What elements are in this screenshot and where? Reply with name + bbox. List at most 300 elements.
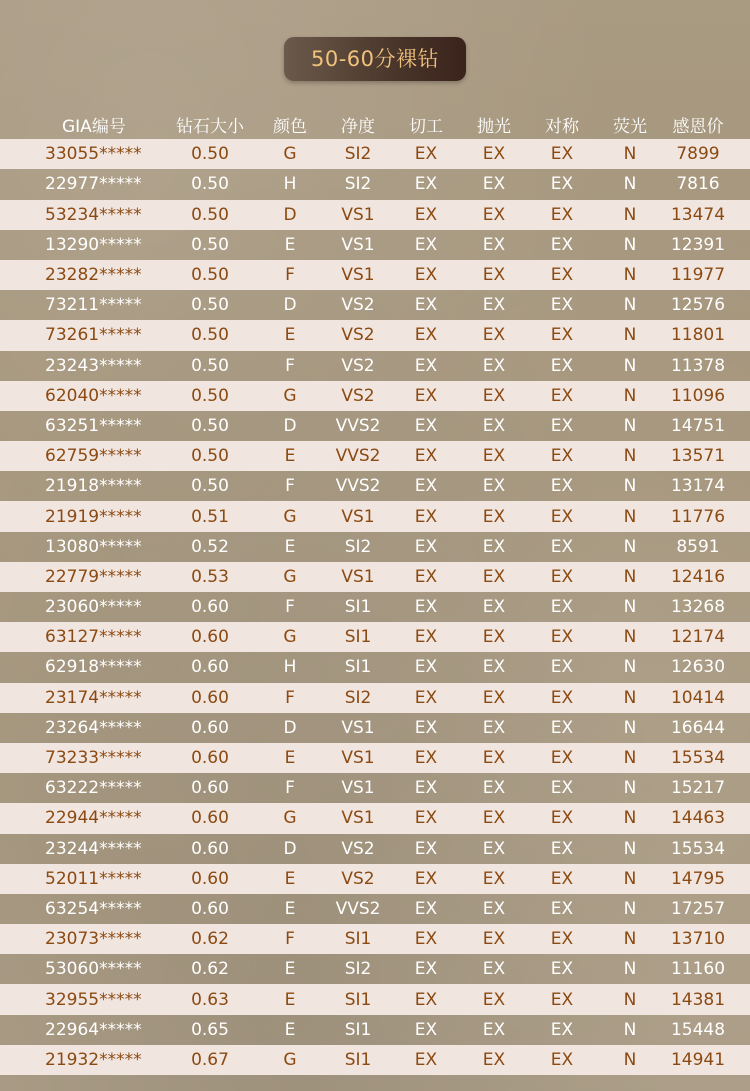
- table-cell: 0.50: [191, 265, 229, 286]
- table-cell: 0.50: [191, 446, 229, 467]
- table-cell: EX: [550, 657, 574, 678]
- table-cell: N: [623, 868, 637, 889]
- table-cell: 0.62: [191, 959, 229, 980]
- table-cell: 63222*****: [45, 778, 142, 799]
- column-header: 荧光: [613, 116, 647, 137]
- table-cell: H: [283, 174, 297, 195]
- table-cell: EX: [550, 929, 574, 950]
- table-row: [0, 532, 750, 562]
- column-header: 感恩价: [672, 116, 724, 137]
- table-cell: EX: [414, 1049, 438, 1070]
- table-cell: 0.50: [191, 295, 229, 316]
- table-cell: 21932*****: [45, 1049, 142, 1070]
- table-cell: EX: [482, 446, 506, 467]
- table-cell: EX: [550, 415, 574, 436]
- table-cell: SI1: [344, 627, 372, 648]
- table-cell: F: [285, 778, 295, 799]
- table-cell: EX: [414, 566, 438, 587]
- table-cell: EX: [482, 325, 506, 346]
- diamond-table: [0, 109, 750, 1075]
- table-cell: EX: [482, 536, 506, 557]
- table-cell: 22779*****: [45, 566, 142, 587]
- table-cell: VS2: [341, 295, 375, 316]
- table-row: [0, 471, 750, 501]
- table-cell: D: [283, 295, 297, 316]
- table-cell: N: [623, 597, 637, 618]
- table-cell: 21918*****: [45, 476, 142, 497]
- table-cell: EX: [414, 295, 438, 316]
- table-row: [0, 652, 750, 682]
- table-cell: EX: [550, 838, 574, 859]
- table-cell: EX: [550, 566, 574, 587]
- column-header: GIA编号: [62, 116, 126, 137]
- table-cell: EX: [414, 385, 438, 406]
- table-cell: F: [285, 355, 295, 376]
- table-row: [0, 924, 750, 954]
- column-header: 净度: [341, 116, 375, 137]
- table-cell: EX: [550, 355, 574, 376]
- table-cell: N: [623, 627, 637, 648]
- table-cell: N: [623, 174, 637, 195]
- table-cell: EX: [414, 1019, 438, 1040]
- table-cell: G: [283, 506, 297, 527]
- table-cell: EX: [482, 838, 506, 859]
- table-cell: EX: [482, 808, 506, 829]
- table-cell: EX: [550, 748, 574, 769]
- table-cell: EX: [414, 959, 438, 980]
- table-cell: G: [283, 566, 297, 587]
- table-cell: 0.50: [191, 355, 229, 376]
- column-header: 钻石大小: [176, 116, 244, 137]
- table-cell: EX: [414, 898, 438, 919]
- title-area: [0, 37, 750, 81]
- table-cell: 14751: [670, 415, 726, 436]
- table-cell: SI1: [344, 657, 372, 678]
- table-cell: 73233*****: [45, 748, 142, 769]
- table-cell: VS2: [341, 838, 375, 859]
- table-cell: D: [283, 415, 297, 436]
- table-cell: E: [284, 868, 296, 889]
- table-cell: 21919*****: [45, 506, 142, 527]
- column-header: 对称: [545, 116, 579, 137]
- table-cell: EX: [550, 778, 574, 799]
- table-row: [0, 290, 750, 320]
- table-cell: N: [623, 778, 637, 799]
- table-cell: 0.60: [191, 778, 229, 799]
- table-cell: 11776: [670, 506, 726, 527]
- table-cell: EX: [414, 446, 438, 467]
- table-cell: E: [284, 234, 296, 255]
- table-cell: 11160: [670, 959, 726, 980]
- table-cell: SI2: [344, 174, 372, 195]
- table-cell: E: [284, 536, 296, 557]
- table-cell: 62040*****: [45, 385, 142, 406]
- table-cell: VS1: [341, 717, 375, 738]
- table-cell: E: [284, 1019, 296, 1040]
- table-cell: N: [623, 204, 637, 225]
- table-cell: SI2: [344, 144, 372, 165]
- table-cell: EX: [482, 687, 506, 708]
- table-cell: EX: [550, 717, 574, 738]
- table-cell: EX: [414, 174, 438, 195]
- table-row: [0, 230, 750, 260]
- table-cell: 0.60: [191, 838, 229, 859]
- table-cell: 11977: [670, 265, 726, 286]
- table-cell: EX: [550, 597, 574, 618]
- table-row: [0, 411, 750, 441]
- table-cell: F: [285, 476, 295, 497]
- table-cell: 0.60: [191, 808, 229, 829]
- table-cell: F: [285, 265, 295, 286]
- table-cell: 14381: [670, 989, 726, 1010]
- table-cell: 15534: [670, 748, 726, 769]
- table-cell: 23174*****: [45, 687, 142, 708]
- table-row: [0, 169, 750, 199]
- table-cell: N: [623, 446, 637, 467]
- table-cell: EX: [482, 174, 506, 195]
- table-cell: N: [623, 415, 637, 436]
- table-cell: EX: [414, 627, 438, 648]
- table-cell: 63127*****: [45, 627, 142, 648]
- table-cell: 14463: [670, 808, 726, 829]
- table-cell: 63254*****: [45, 898, 142, 919]
- table-cell: 13080*****: [45, 536, 142, 557]
- table-cell: N: [623, 385, 637, 406]
- table-row: [0, 954, 750, 984]
- table-cell: 13710: [670, 929, 726, 950]
- table-cell: 23282*****: [45, 265, 142, 286]
- table-cell: EX: [482, 748, 506, 769]
- table-row: [0, 773, 750, 803]
- table-cell: N: [623, 265, 637, 286]
- column-header: 抛光: [477, 116, 511, 137]
- table-cell: 23244*****: [45, 838, 142, 859]
- table-cell: 11096: [670, 385, 726, 406]
- table-cell: EX: [482, 959, 506, 980]
- table-cell: EX: [550, 959, 574, 980]
- table-cell: EX: [550, 898, 574, 919]
- table-cell: 12174: [670, 627, 726, 648]
- table-cell: 0.62: [191, 929, 229, 950]
- table-cell: 23060*****: [45, 597, 142, 618]
- table-cell: EX: [414, 265, 438, 286]
- table-row: [0, 200, 750, 230]
- table-cell: 0.50: [191, 385, 229, 406]
- table-cell: EX: [414, 717, 438, 738]
- table-cell: N: [623, 898, 637, 919]
- table-cell: VS1: [341, 778, 375, 799]
- table-cell: EX: [414, 234, 438, 255]
- table-cell: EX: [550, 808, 574, 829]
- table-cell: EX: [414, 355, 438, 376]
- table-cell: EX: [482, 385, 506, 406]
- table-cell: EX: [550, 204, 574, 225]
- table-cell: N: [623, 959, 637, 980]
- table-cell: 33055*****: [45, 144, 142, 165]
- table-cell: N: [623, 687, 637, 708]
- table-cell: EX: [550, 536, 574, 557]
- table-cell: EX: [482, 1019, 506, 1040]
- table-cell: EX: [550, 1019, 574, 1040]
- table-cell: EX: [550, 385, 574, 406]
- table-cell: EX: [414, 506, 438, 527]
- table-cell: EX: [550, 144, 574, 165]
- table-cell: 0.50: [191, 415, 229, 436]
- table-cell: 0.67: [191, 1049, 229, 1070]
- table-cell: SI2: [344, 536, 372, 557]
- table-cell: 13268: [670, 597, 726, 618]
- table-cell: E: [284, 748, 296, 769]
- table-cell: 15534: [670, 838, 726, 859]
- table-cell: 53234*****: [45, 204, 142, 225]
- table-cell: 62759*****: [45, 446, 142, 467]
- table-cell: EX: [482, 234, 506, 255]
- table-cell: 11378: [670, 355, 726, 376]
- table-cell: VS1: [341, 808, 375, 829]
- table-cell: 0.52: [191, 536, 229, 557]
- table-cell: 62918*****: [45, 657, 142, 678]
- table-cell: EX: [414, 748, 438, 769]
- table-cell: VS1: [341, 234, 375, 255]
- table-cell: EX: [550, 627, 574, 648]
- table-row: [0, 713, 750, 743]
- table-cell: VS1: [341, 265, 375, 286]
- table-cell: 53060*****: [45, 959, 142, 980]
- table-cell: VVS2: [335, 476, 381, 497]
- table-cell: EX: [414, 657, 438, 678]
- table-cell: EX: [414, 204, 438, 225]
- table-cell: N: [623, 506, 637, 527]
- table-cell: EX: [550, 446, 574, 467]
- table-cell: E: [284, 959, 296, 980]
- table-cell: E: [284, 325, 296, 346]
- table-cell: EX: [482, 657, 506, 678]
- table-cell: EX: [482, 355, 506, 376]
- table-cell: EX: [482, 506, 506, 527]
- table-cell: 32955*****: [45, 989, 142, 1010]
- table-cell: SI2: [344, 959, 372, 980]
- table-cell: 0.60: [191, 868, 229, 889]
- table-cell: G: [283, 808, 297, 829]
- table-cell: SI1: [344, 1019, 372, 1040]
- table-cell: VS1: [341, 566, 375, 587]
- table-cell: EX: [482, 778, 506, 799]
- table-cell: EX: [550, 295, 574, 316]
- table-cell: EX: [550, 325, 574, 346]
- table-cell: EX: [414, 325, 438, 346]
- table-cell: 11801: [670, 325, 726, 346]
- table-cell: SI2: [344, 687, 372, 708]
- table-cell: E: [284, 898, 296, 919]
- column-header: 切工: [409, 116, 443, 137]
- table-cell: N: [623, 355, 637, 376]
- table-row: [0, 441, 750, 471]
- table-cell: E: [284, 446, 296, 467]
- table-cell: EX: [550, 868, 574, 889]
- table-cell: 22944*****: [45, 808, 142, 829]
- table-cell: 13571: [670, 446, 726, 467]
- table-cell: 23243*****: [45, 355, 142, 376]
- table-cell: 12576: [670, 295, 726, 316]
- table-cell: EX: [414, 868, 438, 889]
- table-cell: 7816: [676, 174, 720, 195]
- table-cell: 23264*****: [45, 717, 142, 738]
- table-cell: EX: [550, 234, 574, 255]
- table-cell: N: [623, 1019, 637, 1040]
- table-cell: EX: [414, 476, 438, 497]
- table-row: [0, 984, 750, 1014]
- table-cell: 63251*****: [45, 415, 142, 436]
- table-cell: SI1: [344, 989, 372, 1010]
- table-cell: 0.50: [191, 144, 229, 165]
- table-cell: 0.50: [191, 204, 229, 225]
- table-cell: SI1: [344, 597, 372, 618]
- table-cell: VS2: [341, 868, 375, 889]
- table-row: [0, 622, 750, 652]
- table-cell: 73261*****: [45, 325, 142, 346]
- table-cell: N: [623, 717, 637, 738]
- table-cell: EX: [414, 808, 438, 829]
- table-cell: SI1: [344, 929, 372, 950]
- table-cell: VS1: [341, 204, 375, 225]
- table-row: [0, 592, 750, 622]
- table-cell: VVS2: [335, 415, 381, 436]
- page-title: 50-60分裸钻: [284, 37, 466, 81]
- table-cell: EX: [414, 929, 438, 950]
- table-cell: EX: [550, 989, 574, 1010]
- table-cell: EX: [482, 929, 506, 950]
- table-cell: EX: [414, 144, 438, 165]
- table-cell: EX: [414, 838, 438, 859]
- table-cell: 22964*****: [45, 1019, 142, 1040]
- table-cell: EX: [414, 597, 438, 618]
- table-cell: G: [283, 385, 297, 406]
- table-cell: EX: [550, 174, 574, 195]
- table-cell: EX: [482, 415, 506, 436]
- table-cell: N: [623, 566, 637, 587]
- table-cell: 0.63: [191, 989, 229, 1010]
- table-cell: G: [283, 144, 297, 165]
- column-header: 颜色: [273, 116, 307, 137]
- table-row: [0, 864, 750, 894]
- table-cell: 0.60: [191, 627, 229, 648]
- table-cell: E: [284, 989, 296, 1010]
- table-cell: N: [623, 295, 637, 316]
- table-cell: 12391: [670, 234, 726, 255]
- table-cell: EX: [550, 265, 574, 286]
- table-cell: 0.50: [191, 174, 229, 195]
- table-cell: EX: [414, 778, 438, 799]
- table-row: [0, 1015, 750, 1045]
- table-row: [0, 320, 750, 350]
- table-cell: EX: [482, 295, 506, 316]
- table-cell: 13474: [670, 204, 726, 225]
- table-cell: N: [623, 657, 637, 678]
- table-cell: 0.60: [191, 687, 229, 708]
- table-cell: EX: [482, 265, 506, 286]
- table-cell: EX: [482, 144, 506, 165]
- table-cell: EX: [414, 415, 438, 436]
- table-cell: VS2: [341, 355, 375, 376]
- table-cell: EX: [482, 898, 506, 919]
- table-header: [0, 109, 750, 139]
- table-cell: 13290*****: [45, 234, 142, 255]
- table-cell: F: [285, 687, 295, 708]
- table-cell: VS1: [341, 748, 375, 769]
- table-cell: 12630: [670, 657, 726, 678]
- table-row: [0, 501, 750, 531]
- table-cell: 15448: [670, 1019, 726, 1040]
- table-cell: D: [283, 204, 297, 225]
- table-cell: N: [623, 748, 637, 769]
- table-cell: EX: [482, 989, 506, 1010]
- table-cell: 14795: [670, 868, 726, 889]
- table-cell: VVS2: [335, 446, 381, 467]
- table-cell: EX: [482, 597, 506, 618]
- table-cell: VS2: [341, 325, 375, 346]
- table-cell: 22977*****: [45, 174, 142, 195]
- table-cell: 13174: [670, 476, 726, 497]
- table-cell: N: [623, 1049, 637, 1070]
- table-cell: N: [623, 808, 637, 829]
- table-cell: D: [283, 838, 297, 859]
- table-cell: F: [285, 929, 295, 950]
- table-cell: H: [283, 657, 297, 678]
- table-cell: N: [623, 989, 637, 1010]
- table-cell: N: [623, 476, 637, 497]
- table-cell: EX: [414, 536, 438, 557]
- table-cell: 15217: [670, 778, 726, 799]
- table-cell: 73211*****: [45, 295, 142, 316]
- table-cell: N: [623, 144, 637, 165]
- table-cell: N: [623, 929, 637, 950]
- table-row: [0, 562, 750, 592]
- table-cell: VS1: [341, 506, 375, 527]
- table-cell: 52011*****: [45, 868, 142, 889]
- table-cell: 0.60: [191, 717, 229, 738]
- table-cell: EX: [482, 717, 506, 738]
- table-row: [0, 743, 750, 773]
- table-cell: N: [623, 234, 637, 255]
- table-cell: EX: [414, 989, 438, 1010]
- table-cell: EX: [550, 687, 574, 708]
- table-row: [0, 139, 750, 169]
- table-row: [0, 803, 750, 833]
- table-cell: EX: [482, 1049, 506, 1070]
- table-cell: 0.60: [191, 898, 229, 919]
- table-row: [0, 894, 750, 924]
- table-cell: N: [623, 838, 637, 859]
- table-cell: 8591: [676, 536, 720, 557]
- table-cell: EX: [550, 1049, 574, 1070]
- table-cell: VS2: [341, 385, 375, 406]
- table-row: [0, 834, 750, 864]
- table-cell: 0.65: [191, 1019, 229, 1040]
- table-cell: 7899: [676, 144, 720, 165]
- table-cell: 14941: [670, 1049, 726, 1070]
- table-cell: 23073*****: [45, 929, 142, 950]
- table-cell: EX: [550, 476, 574, 497]
- table-cell: D: [283, 717, 297, 738]
- table-cell: 0.50: [191, 325, 229, 346]
- table-cell: EX: [550, 506, 574, 527]
- table-cell: SI1: [344, 1049, 372, 1070]
- table-cell: EX: [482, 566, 506, 587]
- table-cell: 0.51: [191, 506, 229, 527]
- table-cell: EX: [482, 868, 506, 889]
- table-cell: 12416: [670, 566, 726, 587]
- table-cell: EX: [482, 627, 506, 648]
